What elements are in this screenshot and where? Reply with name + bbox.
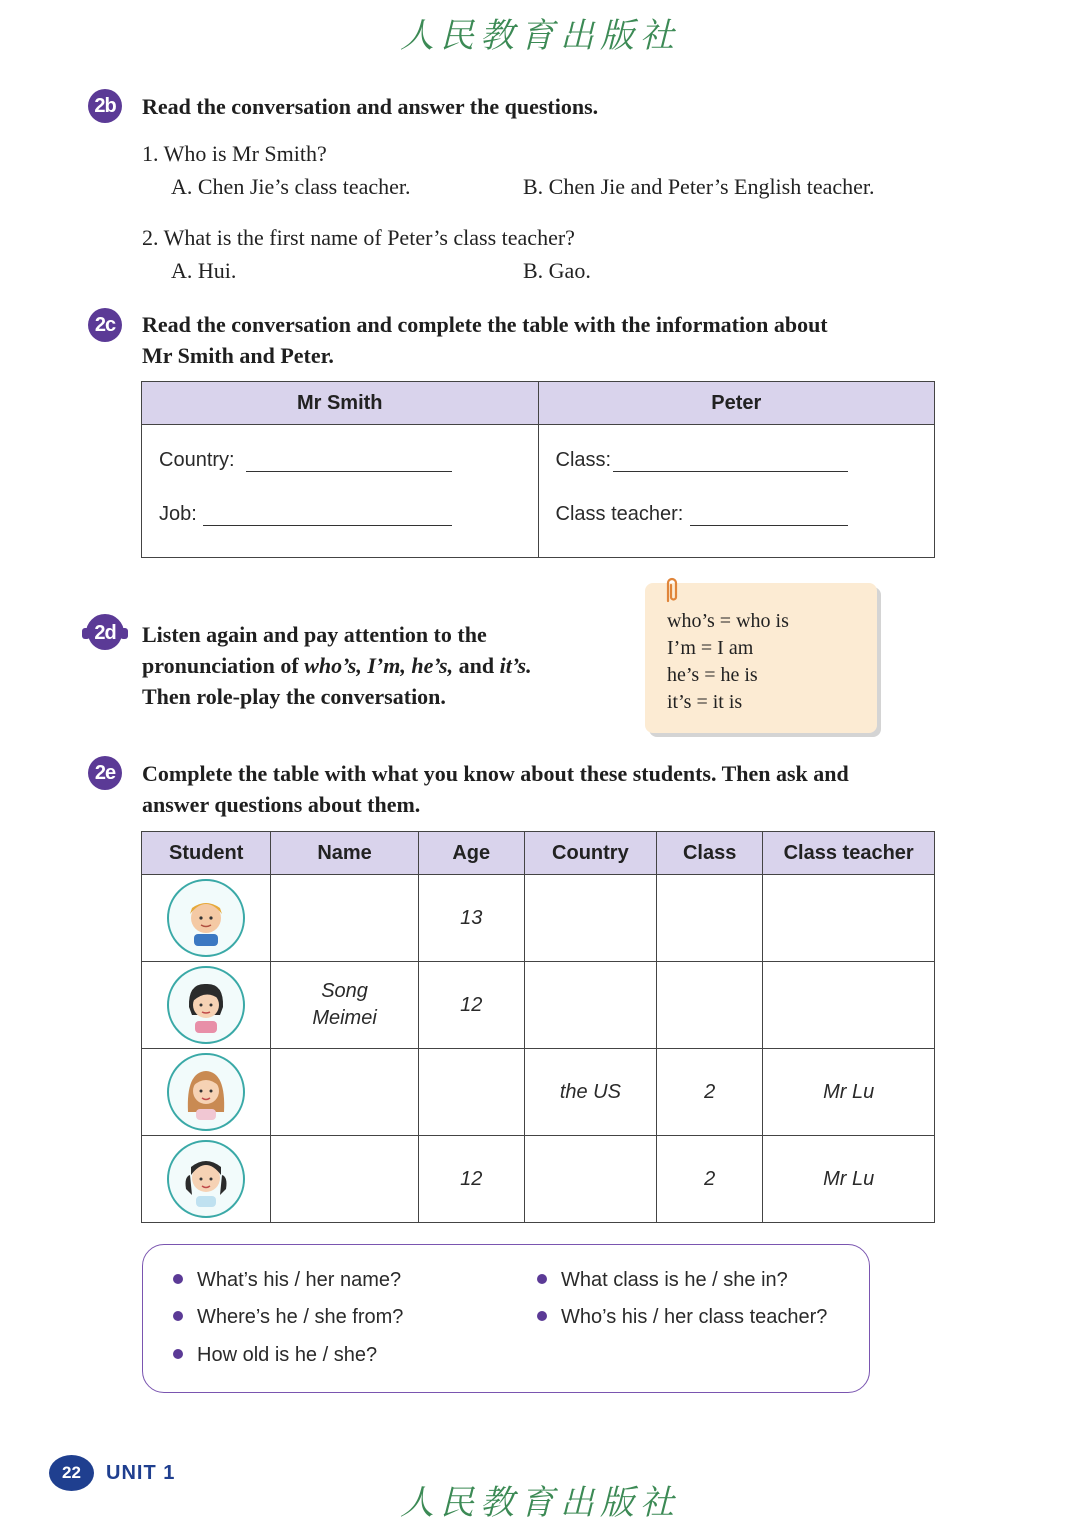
section-2d-text — [142, 619, 622, 712]
section-badge-2e: 2e — [88, 756, 122, 790]
students-table — [141, 831, 935, 1223]
cell-teacher — [763, 875, 935, 962]
note-line-1: who’s = who is — [667, 610, 789, 632]
section-2e-title-line2: answer questions about them. — [142, 792, 421, 817]
line2-prefix: pronunciation of — [142, 653, 305, 678]
bullet-icon — [537, 1311, 547, 1321]
prompt-item — [537, 1269, 788, 1292]
class-teacher-blank[interactable] — [690, 503, 848, 526]
col-header-name: Name — [271, 832, 418, 875]
question-1-option-b: B. Chen Jie and Peter’s English teacher. — [523, 174, 875, 199]
class-blank[interactable] — [613, 449, 848, 472]
girl-pigtails-avatar — [167, 1140, 245, 1218]
col-header-student: Student — [142, 832, 271, 875]
job-field[interactable] — [142, 503, 538, 557]
class-label: Class: — [555, 449, 612, 471]
section-2e-title-line1: Complete the table with what you know about these students. Then ask and — [142, 761, 849, 786]
cell-name — [271, 1049, 418, 1136]
country-field[interactable] — [142, 449, 538, 503]
prompt-text: What class is he / she in? — [561, 1269, 788, 1291]
student-avatar-cell — [142, 1049, 271, 1136]
col-header-class-teacher: Class teacher — [763, 832, 935, 875]
publisher-watermark-top: 人民教育出版社 — [400, 16, 680, 56]
header-peter: Peter — [538, 382, 934, 425]
country-label: Country: — [159, 449, 235, 471]
girl-long-hair-avatar — [167, 1053, 245, 1131]
note-line-2: I’m = I am — [667, 637, 754, 659]
prompt-item — [173, 1344, 377, 1367]
student-avatar-cell — [142, 962, 271, 1049]
word-im: I’m, — [367, 653, 406, 678]
note-line-4: it’s = it is — [667, 691, 743, 713]
question-prompts-box — [142, 1244, 870, 1393]
cell-country: the US — [524, 1049, 656, 1136]
section-2d-line2 — [142, 650, 622, 681]
question-2-option-a: A. Hui. — [171, 258, 237, 283]
section-badge-2d: 2d — [88, 616, 122, 650]
class-teacher-field[interactable] — [539, 503, 934, 557]
prompt-text: Who’s his / her class teacher? — [561, 1306, 828, 1328]
table-row — [142, 1049, 935, 1136]
section-badge-2b: 2b — [88, 89, 122, 123]
word-whos: who’s, — [304, 653, 362, 678]
question-2: 2. What is the first name of Peter’s class teacher? — [142, 225, 575, 250]
prompt-text: What’s his / her name? — [197, 1269, 402, 1291]
cell-age: 12 — [418, 1136, 524, 1223]
mr-smith-cell — [142, 425, 539, 558]
cell-class: 2 — [657, 1136, 763, 1223]
table-row — [142, 962, 935, 1049]
peter-cell — [538, 425, 934, 558]
prompt-item — [537, 1306, 827, 1329]
section-2d-line1: Listen again and pay attention to the — [142, 622, 487, 647]
country-blank[interactable] — [246, 449, 452, 472]
cell-class — [657, 962, 763, 1049]
cell-teacher: Mr Lu — [763, 1136, 935, 1223]
cell-name — [271, 875, 418, 962]
question-2-option-b: B. Gao. — [523, 258, 591, 283]
boy-blond-avatar — [167, 879, 245, 957]
page-number: 22 — [49, 1455, 94, 1491]
section-2c-title — [142, 309, 942, 371]
student-avatar-cell — [142, 1136, 271, 1223]
prompt-item — [173, 1269, 401, 1292]
bullet-icon — [173, 1274, 183, 1284]
table-row — [142, 875, 935, 962]
class-field[interactable] — [539, 449, 934, 503]
contraction-note — [645, 583, 877, 733]
question-1-option-a: A. Chen Jie’s class teacher. — [171, 174, 411, 199]
section-2e-title — [142, 758, 942, 820]
col-header-country: Country — [524, 832, 656, 875]
cell-name — [271, 962, 418, 1049]
cell-country — [524, 875, 656, 962]
section-2c-title-line1: Read the conversation and complete the table with the information about — [142, 312, 828, 337]
bullet-icon — [537, 1274, 547, 1284]
cell-class: 2 — [657, 1049, 763, 1136]
publisher-watermark-bottom: 人民教育出版社 — [400, 1483, 680, 1523]
word-its: it’s. — [499, 653, 532, 678]
class-teacher-label: Class teacher: — [555, 503, 684, 525]
prompt-text: Where’s he / she from? — [197, 1306, 404, 1328]
word-and: and — [453, 653, 500, 678]
prompt-item — [173, 1306, 403, 1329]
girl-short-hair-avatar — [167, 966, 245, 1044]
job-blank[interactable] — [203, 503, 452, 526]
header-mr-smith: Mr Smith — [142, 382, 539, 425]
section-2b-title: Read the conversation and answer the questions. — [142, 94, 599, 119]
prompt-text: How old is he / she? — [197, 1344, 378, 1366]
cell-teacher: Mr Lu — [763, 1049, 935, 1136]
bullet-icon — [173, 1349, 183, 1359]
unit-label: UNIT 1 — [106, 1462, 176, 1484]
note-line-3: he’s = he is — [667, 664, 758, 686]
col-header-age: Age — [418, 832, 524, 875]
cell-age: 13 — [418, 875, 524, 962]
job-label: Job: — [159, 503, 197, 525]
info-table — [141, 381, 935, 558]
cell-age: 12 — [418, 962, 524, 1049]
cell-class — [657, 875, 763, 962]
cell-country — [524, 962, 656, 1049]
section-badge-2c: 2c — [88, 308, 122, 342]
cell-teacher — [763, 962, 935, 1049]
question-1: 1. Who is Mr Smith? — [142, 141, 327, 166]
section-2c-title-line2: Mr Smith and Peter. — [142, 343, 334, 368]
section-2d-line3: Then role-play the conversation. — [142, 684, 446, 709]
paperclip-icon — [661, 575, 683, 610]
bullet-icon — [173, 1311, 183, 1321]
table-row — [142, 1136, 935, 1223]
cell-country — [524, 1136, 656, 1223]
word-hes: he’s, — [411, 653, 454, 678]
cell-name — [271, 1136, 418, 1223]
col-header-class: Class — [657, 832, 763, 875]
student-avatar-cell — [142, 875, 271, 962]
student-name-song-meimei: Song Meimei — [312, 980, 377, 1029]
cell-age — [418, 1049, 524, 1136]
